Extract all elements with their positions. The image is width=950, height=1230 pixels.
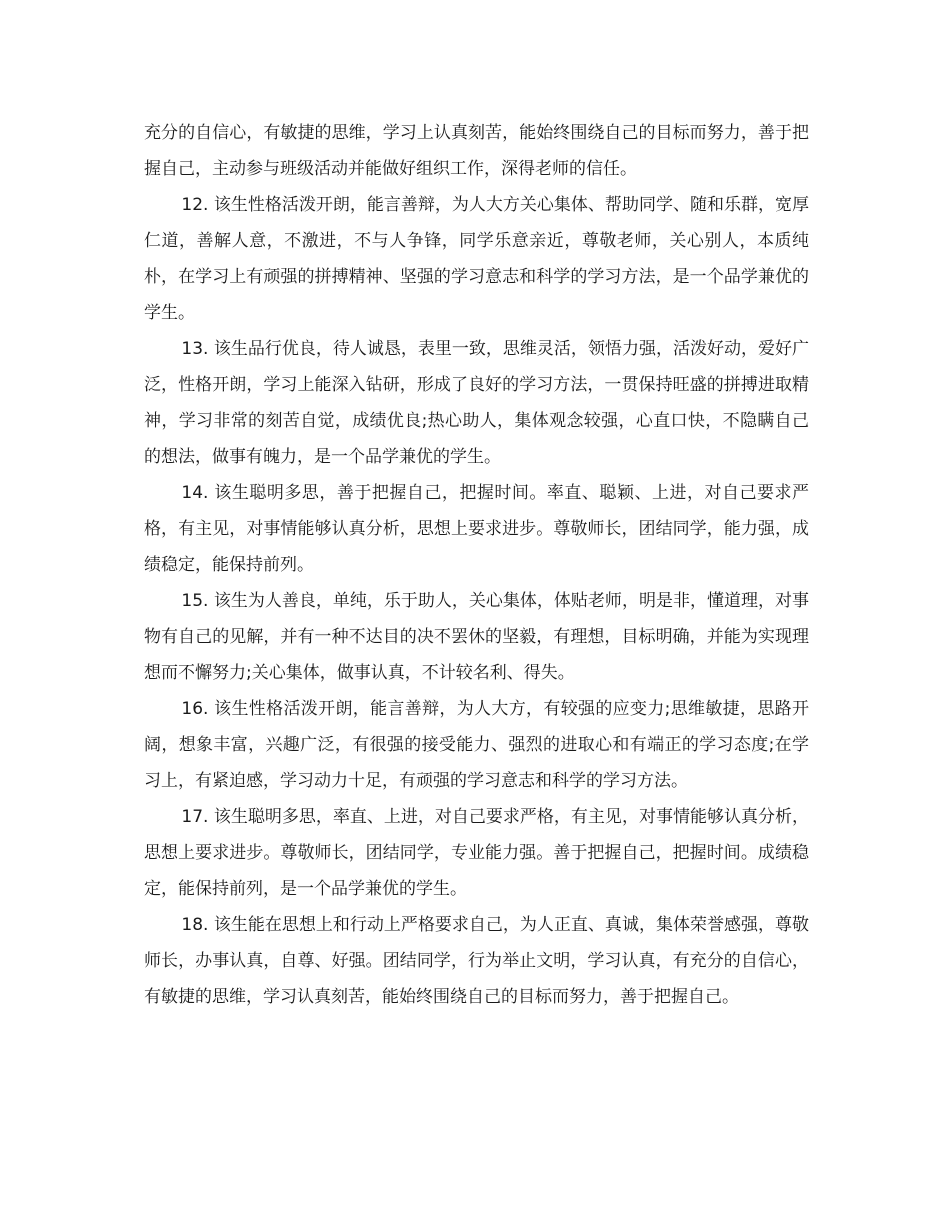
paragraph-12: 12. 该生性格活泼开朗，能言善辩，为人大方关心集体、帮助同学、随和乐群，宽厚仁道，善解人意，不激进，不与人争锋，同学乐意亲近，尊敬老师，关心别人，本质纯朴，在学习上有顽强的拼搏精神、坚强的学习意志和科学的学习方法，是一个品学兼优的学生。 [144, 195, 809, 323]
paragraph-continued: 充分的自信心，有敏捷的思维，学习上认真刻苦，能始终围绕自己的目标而努力，善于把握自己，主动参与班级活动并能做好组织工作，深得老师的信任。 [144, 123, 809, 179]
paragraph-13: 13. 该生品行优良，待人诚恳，表里一致，思维灵活，领悟力强，活泼好动，爱好广泛，性格开朗，学习上能深入钻研，形成了良好的学习方法，一贯保持旺盛的拼搏进取精神，学习非常的刻苦自觉，成绩优良;热心助人，集体观念较强，心直口快，不隐瞒自己的想法，做事有魄力，是一个品学兼优的学生。 [144, 339, 809, 467]
paragraph-18: 18. 该生能在思想上和行动上严格要求自己，为人正直、真诚，集体荣誉感强，尊敬师长，办事认真，自尊、好强。团结同学，行为举止文明，学习认真，有充分的自信心，有敏捷的思维，学习认真刻苦，能始终围绕自己的目标而努力，善于把握自己。 [144, 915, 809, 1007]
paragraph-16: 16. 该生性格活泼开朗，能言善辩，为人大方，有较强的应变力;思维敏捷，思路开阔，想象丰富，兴趣广泛，有很强的接受能力、强烈的进取心和有端正的学习态度;在学习上，有紧迫感，学习动力十足，有顽强的学习意志和科学的学习方法。 [144, 699, 809, 791]
paragraph-14: 14. 该生聪明多思，善于把握自己，把握时间。率直、聪颖、上进，对自己要求严格，有主见，对事情能够认真分析，思想上要求进步。尊敬师长，团结同学，能力强，成绩稳定，能保持前列。 [144, 483, 809, 575]
paragraph-17: 17. 该生聪明多思，率直、上进，对自己要求严格，有主见，对事情能够认真分析，思想上要求进步。尊敬师长，团结同学，专业能力强。善于把握自己，把握时间。成绩稳定，能保持前列，是一个品学兼优的学生。 [144, 807, 809, 899]
document-body [144, 115, 809, 1015]
paragraph-15: 15. 该生为人善良，单纯，乐于助人，关心集体，体贴老师，明是非，懂道理，对事物有自己的见解，并有一种不达目的决不罢休的坚毅，有理想，目标明确，并能为实现理想而不懈努力;关心集体，做事认真，不计较名利、得失。 [144, 591, 809, 683]
